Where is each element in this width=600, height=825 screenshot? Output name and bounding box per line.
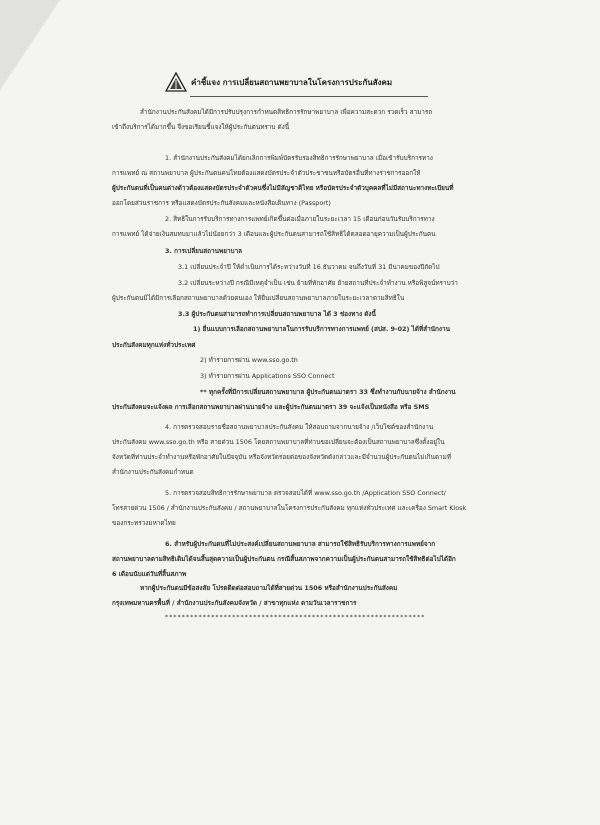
item-1-line: ผู้ประกันตนที่เป็นคนต่างด้าวต้องแสดงบัตรประจำตัวคนซึ่งไม่มีสัญชาติไทย หรือบัตรประจำตัวบุคคลที่ไม่มีสถานะทางทะเบียนที่ <box>112 184 454 192</box>
item-1-line: ออกโดยส่วนราชการ หรือแสดงบัตรประกันสังคมและหนังสือเดินทาง (Passport) <box>112 199 331 207</box>
intro-line: สำนักงานประกันสังคมได้มีการปรับปรุงการกำหนดสิทธิการรักษาพยาบาล เพื่อความสะดวก รวดเร็ว สามารถ <box>140 108 433 116</box>
folded-corner <box>0 0 60 90</box>
item-5-line: โทรสายด่วน 1506 / สำนักงานประกันสังคม / สถานพยาบาลในโครงการประกันสังคม ทุกแห่งทั่วประเทศ และเครื่อง Smart Kiosk <box>112 504 467 512</box>
item-4-line: สำนักงานประกันสังคมกำหนด <box>112 468 194 476</box>
channel-3-line: 3) ทำรายการผ่าน Applications SSO Connect <box>200 372 335 380</box>
channel-2-line: 2) ทำรายการผ่าน www.sso.go.th <box>200 356 298 364</box>
item-6-line: 6. สำหรับผู้ประกันตนที่ไม่ประสงค์เปลี่ยนสถานพยาบาล สามารถใช้สิทธิรับบริการทางการแพทย์จาก <box>165 540 436 548</box>
intro-line: เข้าถึงบริการได้มากขึ้น จึงขอเรียนชี้แจงให้ผู้ประกันตนทราบ ดังนี้ <box>112 123 290 131</box>
footer-line: กรุงเทพมหานครพื้นที่ / สำนักงานประกันสังคมจังหวัด / สาขาทุกแห่ง ตามวันเวลาราชการ <box>112 599 357 607</box>
item-3-1-line: 3.1 เปลี่ยนประจำปี ให้ดำเนินการได้ระหว่างวันที่ 16 ธันวาคม จนถึงวันที่ 31 มีนาคมของปีถัดไป <box>178 263 440 271</box>
footer-line: หากผู้ประกันตนมีข้อสงสัย โปรดติดต่อสอบถามได้ที่สายด่วน 1506 หรือสำนักงานประกันสังคม <box>140 584 398 592</box>
document-title: คำชี้แจง การเปลี่ยนสถานพยาบาลในโครงการประกันสังคม <box>191 77 393 87</box>
item-3-2-line: 3.2 เปลี่ยนระหว่างปี กรณีมีเหตุจำเป็น เช่น ย้ายที่พักอาศัย ย้ายสถานที่ประจำทำงาน หรือพิสูจน์ทราบว่า <box>178 279 458 287</box>
item-1-line: การแพทย์ ณ สถานพยาบาล ผู้ประกันตนคนไทยต้องแสดงบัตรประจำตัวประชาชนหรือบัตรอื่นที่ทางราชการออกให้ <box>112 169 421 177</box>
item-4-line: ประกันสังคม www.sso.go.th หรือ สายด่วน 1506 โดยสถานพยาบาลที่ท่านขอเปลี่ยนจะต้องเป็นสถานพยาบาลซึ่งตั้งอยู่ใน <box>112 438 445 446</box>
item-3-2-line: ผู้ประกันตนมิได้มีการเลือกสถานพยาบาลด้วยตนเอง ให้ยื่นเปลี่ยนสถานพยาบาลภายในระยะเวลาตามสิทธิใน <box>112 294 405 302</box>
channel-1-line: 1) ยื่นแบบการเลือกสถานพยาบาลในการรับบริการทางการแพทย์ (สปส. 9-02) ได้ที่สำนักงาน <box>193 325 450 333</box>
note-line: ** ทุกครั้งที่มีการเปลี่ยนสถานพยาบาล ผู้ประกันตนมาตรา 33 ซึ่งทำงานกับนายจ้าง สำนักงาน <box>200 388 456 396</box>
sso-logo-icon <box>165 72 187 92</box>
item-6-line: สถานพยาบาลตามสิทธิเดิมได้จนสิ้นสุดความเป็นผู้ประกันตน กรณีสิ้นสภาพจากความเป็นผู้ประกันตนสามารถใช้สิทธิต่อไปได้อีก <box>112 555 456 563</box>
title-underline <box>190 96 428 97</box>
separator-line: ************************************************************** <box>165 614 426 621</box>
item-5-line: 5. การตรวจสอบสิทธิการรักษาพยาบาล ตรวจสอบได้ที่ www.sso.go.th /Application SSO Connect/ <box>165 489 446 497</box>
item-3-heading: 3. การเปลี่ยนสถานพยาบาล <box>165 247 243 255</box>
item-2-line: 2. สิทธิในการรับบริการทางการแพทย์เกิดขึ้นต่อเมื่อภายในระยะเวลา 15 เดือนก่อนวันรับบริการทาง <box>165 215 435 223</box>
item-1-line: 1. สำนักงานประกันสังคมได้ยกเลิกการพิมพ์บัตรรับรองสิทธิการรักษาพยาบาล เมื่อเข้ารับบริการทาง <box>165 154 433 162</box>
item-3-3-heading: 3.3 ผู้ประกันตนสามารถทำการเปลี่ยนสถานพยาบาล ได้ 3 ช่องทาง ดังนี้ <box>178 310 376 318</box>
item-5-line: ของกระทรวงมหาดไทย <box>112 519 176 527</box>
note-line: ประกันสังคมจะแจ้งผล การเลือกสถานพยาบาลผ่านนายจ้าง และผู้ประกันตนมาตรา 39 จะแจ้งเป็นหนังสือ หรือ SMS <box>112 403 430 411</box>
item-4-line: 4. การตรวจสอบรายชื่อสถานพยาบาลประกันสังคม ให้สอบถามจากนายจ้าง /เว็บไซต์ของสำนักงาน <box>165 423 434 431</box>
channel-1-line: ประกันสังคมทุกแห่งทั่วประเทศ <box>112 341 196 349</box>
item-6-line: 6 เดือนนับแต่วันที่สิ้นสภาพ <box>112 570 187 578</box>
item-4-line: จังหวัดที่ท่านประจำทำงานหรือพักอาศัยในปัจจุบัน หรือจังหวัดรอยต่อของจังหวัดดังกล่าวและมีจำนวนผู้ประกันตนไม่เกินตามที่ <box>112 453 452 461</box>
item-2-line: การแพทย์ ได้จ่ายเงินสมทบมาแล้วไม่น้อยกว่า 3 เดือนและผู้ประกันตนสามารถใช้สิทธิได้ตลอดอายุความเป็นผู้ประกันตน <box>112 230 436 238</box>
document-header <box>165 72 392 92</box>
